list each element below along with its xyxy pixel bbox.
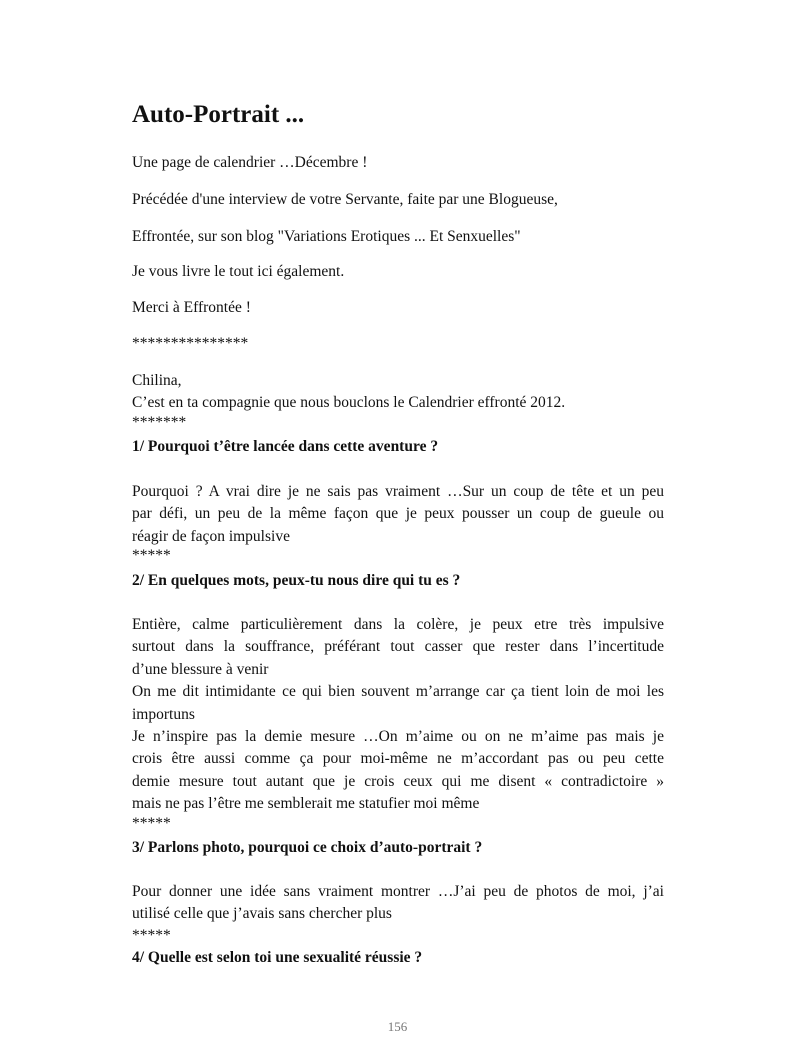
separator-line: ***** xyxy=(132,815,171,832)
page-title: Auto-Portrait ... xyxy=(132,101,305,128)
intro-line: Précédée d'une interview de votre Servante, faite par une Blogueuse, xyxy=(132,191,558,208)
separator-line: ***** xyxy=(132,927,171,944)
answer-line: importuns xyxy=(132,705,195,723)
answer-paragraph xyxy=(132,481,664,548)
answer-paragraph xyxy=(132,881,664,926)
answer-line: réagir de façon impulsive xyxy=(132,527,290,545)
answer-line: utilisé celle que j’avais sans chercher plus xyxy=(132,905,392,923)
greeting-line: C’est en ta compagnie que nous bouclons le Calendrier effronté 2012. xyxy=(132,394,566,411)
intro-line: Merci à Effrontée ! xyxy=(132,299,251,316)
separator-line: ***** xyxy=(132,547,171,564)
answer-line: demie mesure tout autant que je crois ceux qui me disent « contradictoire » xyxy=(132,772,664,790)
intro-line: Une page de calendrier …Décembre ! xyxy=(132,154,368,171)
answer-line: Je n’inspire pas la demie mesure …On m’aime ou on ne m’aime pas mais je xyxy=(132,728,664,746)
greeting-line: Chilina, xyxy=(132,372,182,389)
question-heading: 4/ Quelle est selon toi une sexualité réussie ? xyxy=(132,949,423,966)
answer-line: mais ne pas l’être me semblerait me statufier moi même xyxy=(132,795,480,813)
separator-line: ******* xyxy=(132,414,187,431)
separator-line: *************** xyxy=(132,335,249,352)
answer-line: Pour donner une idée sans vraiment montrer …J’ai peu de photos de moi, j’ai xyxy=(132,883,664,900)
answer-line: Entière, calme particulièrement dans la colère, je peux etre très impulsive xyxy=(132,616,664,633)
question-heading: 2/ En quelques mots, peux-tu nous dire qui tu es ? xyxy=(132,572,461,589)
answer-line: par défi, un peu de la même façon que je peux pousser un coup de gueule ou xyxy=(132,505,664,523)
page-number: 156 xyxy=(387,1019,408,1034)
answer-line: On me dit intimidante ce qui bien souvent m’arrange car ça tient loin de moi les xyxy=(132,683,664,701)
answer-line: crois être aussi comme ça pour moi-même ne m’accordant pas ou peu cette xyxy=(132,750,664,768)
question-heading: 1/ Pourquoi t’être lancée dans cette aventure ? xyxy=(132,438,439,455)
intro-line: Effrontée, sur son blog "Variations Erotiques ... Et Senxuelles" xyxy=(132,228,521,245)
answer-line: d’une blessure à venir xyxy=(132,660,269,678)
answer-line: surtout dans la souffrance, préférant tout casser que rester dans l’incertitude xyxy=(132,638,664,656)
answer-paragraph xyxy=(132,614,664,816)
question-heading: 3/ Parlons photo, pourquoi ce choix d’auto-portrait ? xyxy=(132,839,483,856)
answer-line: Pourquoi ? A vrai dire je ne sais pas vraiment …Sur un coup de tête et un peu xyxy=(132,483,664,500)
intro-line: Je vous livre le tout ici également. xyxy=(132,263,345,280)
